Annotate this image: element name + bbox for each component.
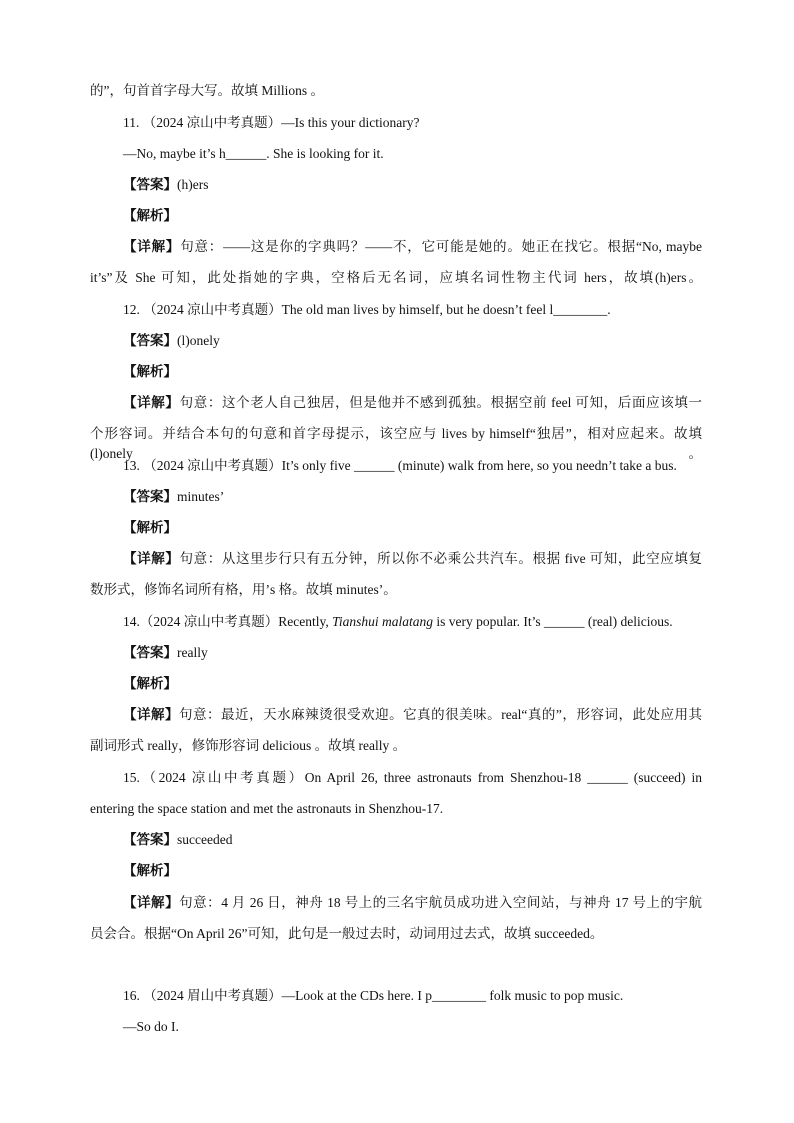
text-line: 的”，句首首字母大写。故填 Millions 。 <box>90 83 325 98</box>
detail-13-line1: 【详解】句意：从这里步行只有五分钟，所以你不必乘公共汽车。根据 five 可知，此空应填复 <box>123 551 702 566</box>
question-15-cont: entering the space station and met the astronauts in Shenzhou-17. <box>90 801 444 816</box>
answer-13: 【答案】minutes’ <box>123 489 225 504</box>
analysis-label-15: 【解析】 <box>123 863 177 878</box>
detail-13-line2: 数形式，修饰名词所有格，用’s 格。故填 minutes’。 <box>90 582 397 597</box>
answer-12: 【答案】(l)onely <box>123 333 220 348</box>
question-13: 13. （2024 凉山中考真题）It’s only five ______ (minute) walk from here, so you needn’t take a bus. <box>123 458 677 473</box>
question-16-reply: —So do I. <box>123 1019 179 1034</box>
answer-14: 【答案】really <box>123 645 208 660</box>
question-15: 15.（2024 凉山中考真题）On April 26, three astronauts from Shenzhou-18 ______ (succeed) in <box>123 770 702 785</box>
question-12: 12. （2024 凉山中考真题）The old man lives by himself, but he doesn’t feel l________. <box>123 302 611 317</box>
detail-14-line2: 副词形式 really，修饰形容词 delicious 。故填 really 。 <box>90 738 407 753</box>
analysis-label-13: 【解析】 <box>123 520 177 535</box>
question-14: 14.（2024 凉山中考真题）Recently, Tianshui malatang is very popular. It’s ______ (real) delicious. <box>123 614 673 629</box>
detail-14-line1: 【详解】句意：最近，天水麻辣烫很受欢迎。它真的很美味。real“真的”，形容词，此处应用其 <box>123 707 702 722</box>
detail-15-line2: 员会合。根据“On April 26”可知，此句是一般过去时，动词用过去式，故填 succeeded。 <box>90 926 604 941</box>
detail-11-line1: 【详解】句意：——这是你的字典吗？——不，它可能是她的。她正在找它。根据“No, maybe <box>123 239 703 254</box>
question-16: 16. （2024 眉山中考真题）—Look at the CDs here. I p________ folk music to pop music. <box>123 988 624 1003</box>
detail-12-line1: 【详解】句意：这个老人自己独居，但是他并不感到孤独。根据空前 feel 可知，后面应该填一 <box>123 395 703 410</box>
analysis-label-12: 【解析】 <box>123 364 177 379</box>
answer-11: 【答案】(h)ers <box>123 177 209 192</box>
detail-11-line2: it’s”及 She 可知，此处指她的字典，空格后无名词，应填名词性物主代词 hers，故填(h)ers。 <box>90 270 702 285</box>
question-11: 11. （2024 凉山中考真题）—Is this your dictionary? <box>123 115 420 130</box>
detail-12-line2: 个形容词。并结合本句的句意和首字母提示，该空应与 lives by himself“独居”，相对应起来。故填(l)onely 。 <box>90 426 702 461</box>
detail-15-line1: 【详解】句意：4 月 26 日，神舟 18 号上的三名宇航员成功进入空间站，与神舟 17 号上的宇航 <box>123 895 703 910</box>
question-11-reply: —No, maybe it’s h______. She is looking for it. <box>123 146 384 161</box>
analysis-label-14: 【解析】 <box>123 676 177 691</box>
analysis-label-11: 【解析】 <box>123 208 177 223</box>
answer-15: 【答案】succeeded <box>123 832 233 847</box>
